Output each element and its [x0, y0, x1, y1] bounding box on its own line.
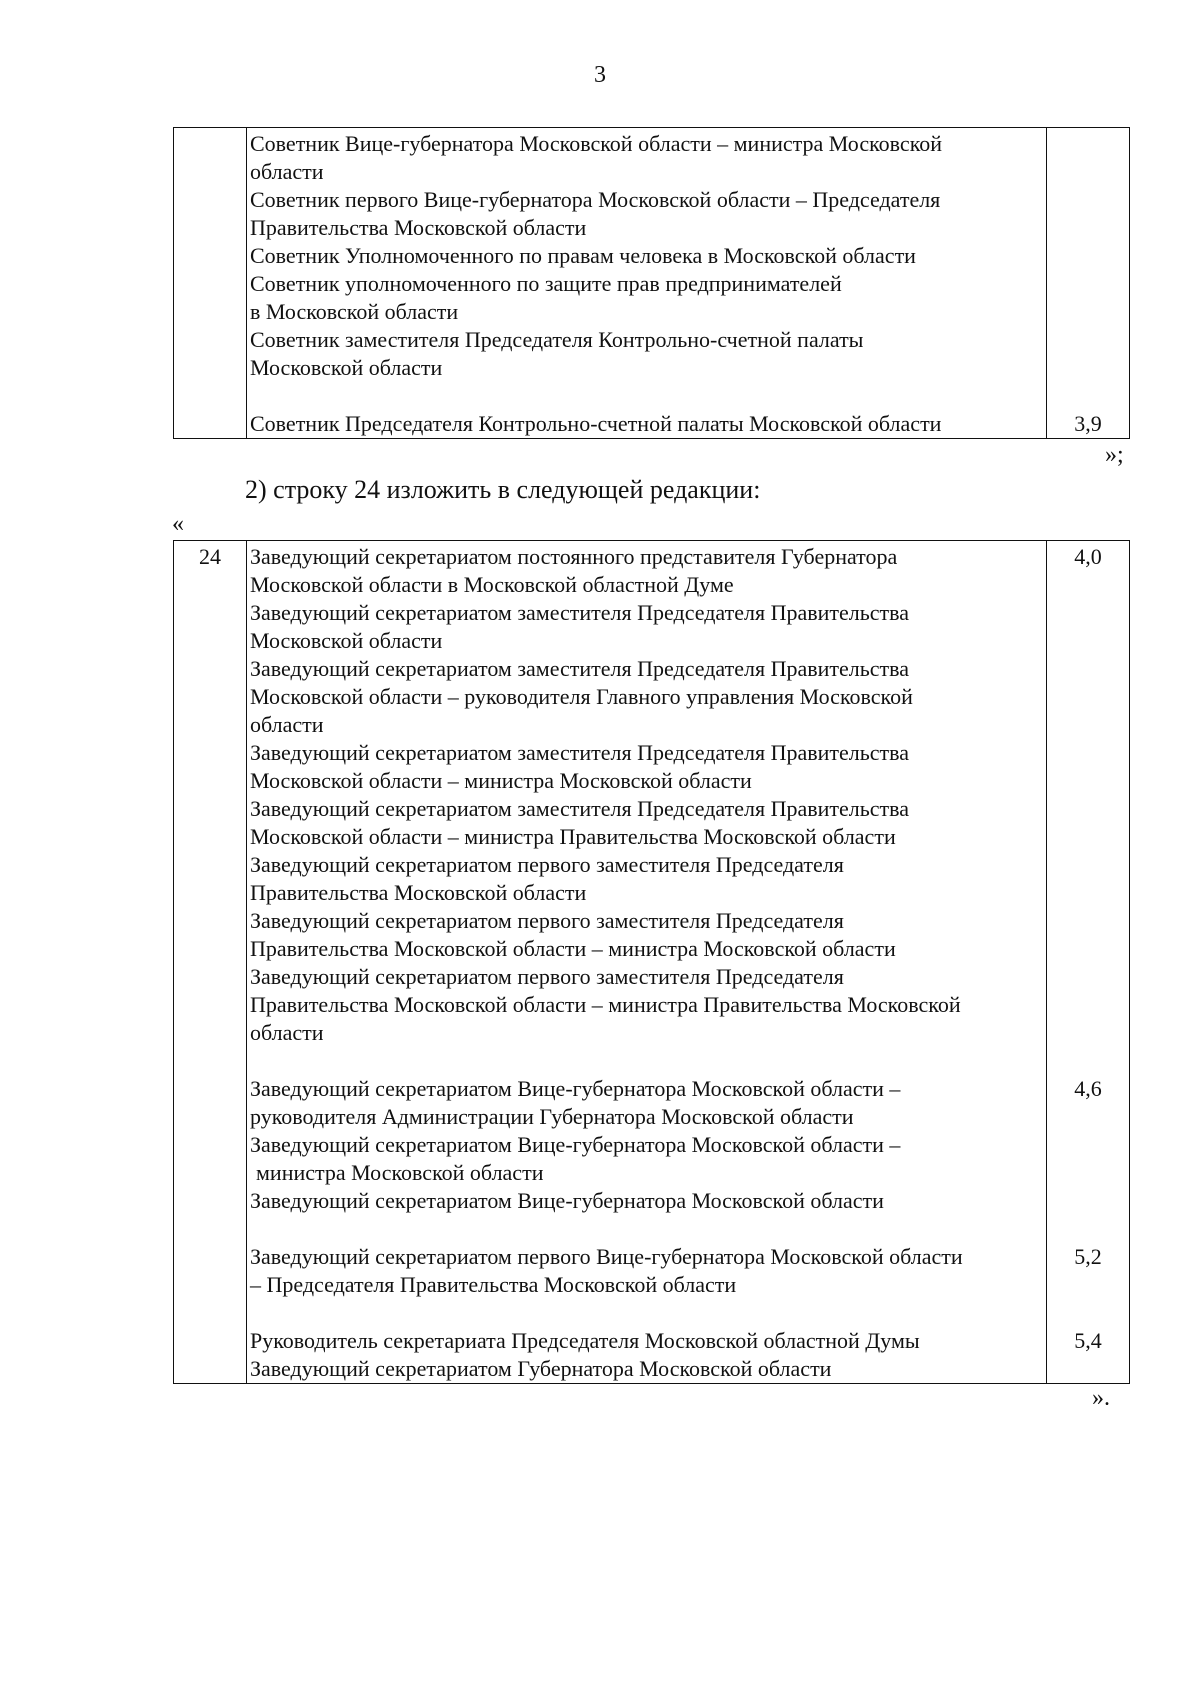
- position-line: Заведующий секретариатом Вице-губернатора Московской области: [250, 1188, 884, 1213]
- blank-line: [250, 1299, 1042, 1327]
- position-line: Правительства Московской области: [250, 215, 587, 240]
- position-line: Московской области: [250, 628, 443, 653]
- blank-line: [1047, 795, 1129, 823]
- blank-line: [250, 1215, 1042, 1243]
- position-line: области: [250, 1020, 324, 1045]
- position-line: Заведующий секретариатом заместителя Председателя Правительства: [250, 656, 910, 681]
- closing-quote: »;: [1105, 442, 1124, 468]
- position-line: Правительства Московской области: [250, 880, 587, 905]
- blank-line: [1047, 1215, 1129, 1243]
- position-line: Правительства Московской области – министра Московской области: [250, 936, 896, 961]
- position-table-row-24: [173, 540, 1130, 1384]
- blank-line: [1047, 1299, 1129, 1327]
- blank-line: [1047, 242, 1129, 270]
- position-line: Советник заместителя Председателя Контрольно-счетной палаты: [250, 327, 864, 352]
- blank-line: [1047, 739, 1129, 767]
- position-list-cell: [247, 128, 1047, 439]
- blank-line: [1047, 1159, 1129, 1187]
- blank-line: [1047, 1103, 1129, 1131]
- blank-line: [1047, 767, 1129, 795]
- blank-line: [1047, 851, 1129, 879]
- position-line: Заведующий секретариатом Губернатора Московской области: [250, 1356, 832, 1381]
- blank-line: [1047, 571, 1129, 599]
- blank-line: [1047, 382, 1129, 410]
- coefficient-value: 3,9: [1074, 411, 1102, 436]
- position-line: руководителя Администрации Губернатора Московской области: [250, 1104, 854, 1129]
- coefficient-value: 4,0: [1074, 544, 1102, 569]
- blank-line: [1047, 935, 1129, 963]
- row-number-cell: 24: [174, 541, 247, 1384]
- blank-line: [1047, 823, 1129, 851]
- position-line: Московской области: [250, 355, 443, 380]
- position-line: области: [250, 159, 324, 184]
- position-line: Заведующий секретариатом первого Вице-губернатора Московской области: [250, 1244, 963, 1269]
- position-line: Правительства Московской области – министра Правительства Московской: [250, 992, 961, 1017]
- position-line: министра Московской области: [256, 1160, 544, 1185]
- blank-line: [1047, 963, 1129, 991]
- blank-line: [1047, 1187, 1129, 1215]
- position-line: Заведующий секретариатом первого заместителя Председателя: [250, 852, 844, 877]
- position-table-continuation: [173, 127, 1130, 439]
- opening-quote: «: [172, 511, 184, 537]
- blank-line: [1047, 627, 1129, 655]
- blank-line: [1047, 186, 1129, 214]
- position-line: Московской области – министра Московской области: [250, 768, 752, 793]
- blank-line: [1047, 879, 1129, 907]
- blank-line: [1047, 683, 1129, 711]
- position-line: области: [250, 712, 324, 737]
- blank-line: [1047, 130, 1129, 158]
- blank-line: [1047, 214, 1129, 242]
- table-row: [174, 541, 1130, 1384]
- position-line: Московской области – министра Правительства Московской области: [250, 824, 896, 849]
- blank-line: [250, 382, 1042, 410]
- position-line: Заведующий секретариатом заместителя Председателя Правительства: [250, 796, 910, 821]
- position-line: Заведующий секретариатом Вице-губернатора Московской области –: [250, 1076, 901, 1101]
- position-line: Заведующий секретариатом заместителя Председателя Правительства: [250, 600, 910, 625]
- position-line: Советник Председателя Контрольно-счетной палаты Московской области: [250, 411, 942, 436]
- blank-line: [1047, 354, 1129, 382]
- blank-line: [1047, 907, 1129, 935]
- blank-line: [1047, 298, 1129, 326]
- position-line: Советник Уполномоченного по правам человека в Московской области: [250, 243, 916, 268]
- blank-line: [1047, 1019, 1129, 1047]
- position-line: в Московской области: [250, 299, 459, 324]
- blank-line: [1047, 1355, 1129, 1383]
- blank-line: [1047, 599, 1129, 627]
- blank-line: [1047, 655, 1129, 683]
- blank-line: [250, 1047, 1042, 1075]
- position-line: Заведующий секретариатом заместителя Председателя Правительства: [250, 740, 910, 765]
- table-row: [174, 128, 1130, 439]
- blank-line: [1047, 1047, 1129, 1075]
- blank-line: [1047, 158, 1129, 186]
- position-line: Заведующий секретариатом первого заместителя Председателя: [250, 908, 844, 933]
- position-line: Советник первого Вице-губернатора Московской области – Председателя: [250, 187, 941, 212]
- position-line: Советник уполномоченного по защите прав предпринимателей: [250, 271, 842, 296]
- coefficient-value: 5,4: [1074, 1328, 1102, 1353]
- blank-line: [1047, 326, 1129, 354]
- position-line: Советник Вице-губернатора Московской области – министра Московской: [250, 131, 943, 156]
- coefficient-value: 5,2: [1074, 1244, 1102, 1269]
- blank-line: [1047, 270, 1129, 298]
- position-line: – Председателя Правительства Московской области: [250, 1272, 737, 1297]
- position-line: Московской области – руководителя Главного управления Московской: [250, 684, 913, 709]
- coefficient-cell: [1047, 541, 1130, 1384]
- row-number-cell: [174, 128, 247, 439]
- blank-line: [1047, 1131, 1129, 1159]
- position-line: Заведующий секретариатом Вице-губернатора Московской области –: [250, 1132, 901, 1157]
- blank-line: [1047, 711, 1129, 739]
- closing-quote-final: ».: [1092, 1385, 1110, 1411]
- position-line: Московской области в Московской областной Думе: [250, 572, 734, 597]
- position-line: Заведующий секретариатом первого заместителя Председателя: [250, 964, 844, 989]
- blank-line: [1047, 991, 1129, 1019]
- amendment-instruction: 2) строку 24 изложить в следующей редакции:: [245, 475, 761, 504]
- blank-line: [1047, 1271, 1129, 1299]
- coefficient-cell: [1047, 128, 1130, 439]
- position-list-cell: [247, 541, 1047, 1384]
- page-number: 3: [594, 62, 606, 88]
- position-line: Заведующий секретариатом постоянного представителя Губернатора: [250, 544, 898, 569]
- coefficient-value: 4,6: [1074, 1076, 1102, 1101]
- position-line: Руководитель секретариата Председателя Московской областной Думы: [250, 1328, 920, 1353]
